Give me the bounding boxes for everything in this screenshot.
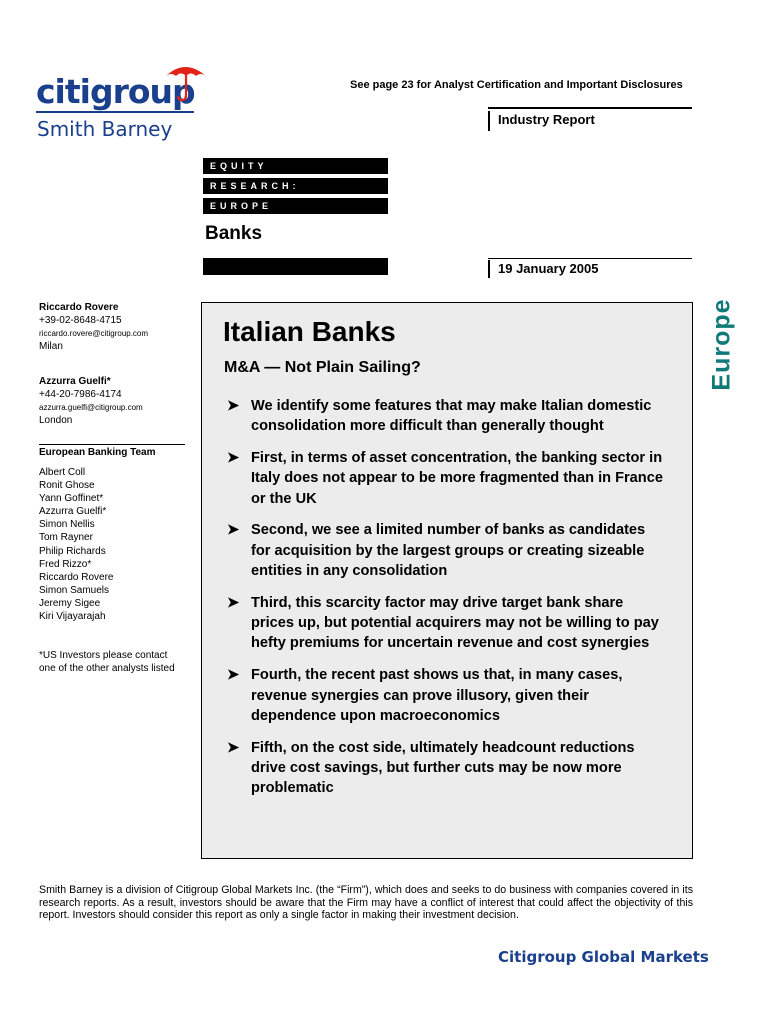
report-type-label: Industry Report bbox=[498, 112, 595, 127]
analyst-email[interactable]: riccardo.rovere@citigroup.com bbox=[39, 329, 149, 338]
disclaimer-text: Smith Barney is a division of Citigroup Global Markets Inc. (the “Firm”), which does and seeks to do business with companies covered in its research reports. As a result, investors should be aware that the Firm may have a conflict of interest that could affect the objectivity of this report. Investors should consider this report as only a single factor in making their investment decision. bbox=[39, 884, 693, 921]
key-point: ➤ Third, this scarcity factor may drive target bank share prices up, but potential acquirers may not be willing to pay hefty premiums for uncertain revenue and cost synergies bbox=[227, 594, 659, 652]
key-point: ➤ We identify some features that may make Italian domestic consolidation more difficult than generally thought bbox=[227, 398, 652, 435]
team-member: Yann Goffinet* bbox=[39, 493, 104, 505]
citigroup-logo: citigroup bbox=[36, 72, 195, 111]
team-member: Riccardo Rovere bbox=[39, 571, 114, 583]
analyst-phone: +39-02-8648-4715 bbox=[39, 315, 122, 326]
team-member: Simon Nellis bbox=[39, 519, 95, 531]
report-date: 19 January 2005 bbox=[498, 261, 599, 276]
analyst-phone: +44-20-7986-4174 bbox=[39, 389, 122, 400]
arrow-bullet-icon: ➤ bbox=[227, 450, 240, 467]
company-footer: Citigroup Global Markets bbox=[498, 948, 709, 966]
arrow-bullet-icon: ➤ bbox=[227, 398, 240, 414]
analyst-email[interactable]: azzurra.guelfi@citigroup.com bbox=[39, 403, 143, 412]
report-subtitle: M&A — Not Plain Sailing? bbox=[224, 359, 421, 376]
key-point: ➤ First, in terms of asset concentration, the banking sector in Italy does not appear to be more fragmented than in France or the UK bbox=[227, 450, 663, 507]
tag-research: RESEARCH: bbox=[203, 178, 388, 194]
arrow-bullet-icon: ➤ bbox=[227, 739, 240, 756]
sector-title: Banks bbox=[205, 223, 263, 244]
analyst-city: London bbox=[39, 415, 73, 426]
team-member: Jeremy Sigee bbox=[39, 597, 101, 609]
team-member: Philip Richards bbox=[39, 545, 106, 557]
black-bar bbox=[203, 258, 388, 275]
analyst-city: Milan bbox=[39, 341, 63, 352]
key-point: ➤ Fifth, on the cost side, ultimately headcount reductions drive cost savings, but further cuts may be now more problematic bbox=[227, 739, 635, 797]
smith-barney-logo: Smith Barney bbox=[37, 117, 173, 141]
team-list bbox=[39, 466, 113, 623]
arrow-bullet-icon: ➤ bbox=[227, 594, 240, 611]
umbrella-icon bbox=[160, 62, 210, 102]
team-member: Albert Coll bbox=[39, 467, 86, 478]
region-label: Europe bbox=[707, 298, 736, 391]
team-member: Kiri Vijayarajah bbox=[39, 611, 106, 623]
team-member: Tom Rayner bbox=[39, 532, 93, 544]
team-title: European Banking Team bbox=[39, 447, 156, 458]
key-points-list bbox=[227, 396, 667, 810]
team-member: Simon Samuels bbox=[39, 584, 110, 596]
disclosure-note: See page 23 for Analyst Certification and Important Disclosures bbox=[350, 79, 683, 91]
us-investor-footnote: *US Investors please contact one of the other analysts listed bbox=[39, 650, 175, 674]
logo-divider bbox=[36, 111, 194, 113]
arrow-bullet-icon: ➤ bbox=[227, 667, 240, 684]
analyst-contact bbox=[39, 301, 148, 353]
team-member: Fred Rizzo* bbox=[39, 558, 92, 570]
tag-equity: EQUITY bbox=[203, 158, 388, 174]
analyst-contact bbox=[39, 375, 143, 427]
team-divider bbox=[39, 444, 185, 445]
team-member: Azzurra Guelfi* bbox=[39, 506, 107, 518]
arrow-bullet-icon: ➤ bbox=[227, 522, 240, 539]
team-member: Ronit Ghose bbox=[39, 480, 95, 492]
report-title: Italian Banks bbox=[223, 316, 396, 347]
analyst-name: Riccardo Rovere bbox=[39, 302, 119, 313]
analyst-name: Azzurra Guelfi* bbox=[39, 376, 111, 387]
report-type-box bbox=[488, 107, 692, 131]
tag-europe: EUROPE bbox=[203, 198, 388, 214]
date-box bbox=[488, 258, 692, 279]
key-point: ➤ Fourth, the recent past shows us that, in many cases, revenue synergies can prove illusory, given their dependence upon macroeconomics bbox=[227, 667, 623, 724]
key-point: ➤ Second, we see a limited number of banks as candidates for acquisition by the largest groups or creating sizeable entities in any consolidation bbox=[227, 522, 646, 580]
